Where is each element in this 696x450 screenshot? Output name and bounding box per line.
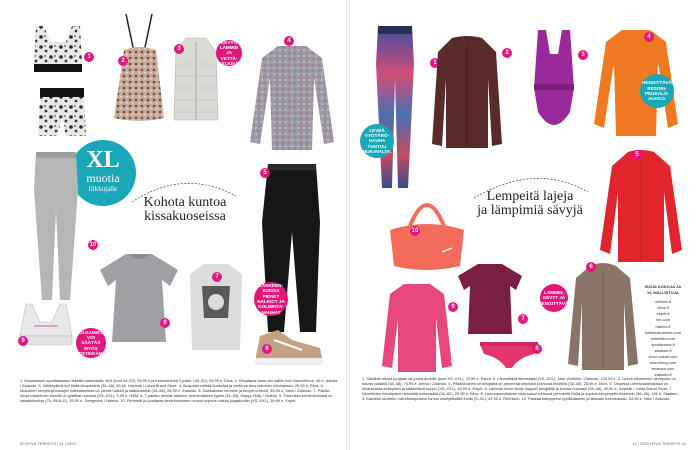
item-number-r2: 2 xyxy=(502,48,512,58)
retailers-heading-1: ISOJA KOKOJA JA xyxy=(644,284,682,289)
callout-bubble-shirt: HENGITTÄVÄ RESORI-PEUKALO-AUKKO. xyxy=(640,74,674,108)
item-number-r8: 8 xyxy=(532,344,542,354)
item-number-r3: 3 xyxy=(578,50,588,60)
item-number-7: 7 xyxy=(212,272,222,282)
retailer-item[interactable]: stormberg.com xyxy=(649,360,677,366)
item-number-9: 9 xyxy=(18,336,28,346)
item-number-r7: 7 xyxy=(518,314,528,324)
product-colorful-leggings xyxy=(372,24,418,190)
product-fleece-jacket xyxy=(430,34,504,150)
product-purple-swimsuit xyxy=(524,28,584,146)
product-grey-hoodie xyxy=(566,262,640,370)
item-number-r9: 9 xyxy=(448,302,458,312)
item-number-r6: 6 xyxy=(586,262,596,272)
product-red-raincoat xyxy=(598,150,684,264)
retailer-item[interactable]: sportamore.fi xyxy=(651,341,675,347)
xl-badge-big: XL xyxy=(86,147,120,173)
retailers-heading-2: XL MALLISTOJA xyxy=(647,290,679,296)
item-number-10: 10 xyxy=(89,242,97,248)
right-title-line1: Lempeitä lajeja xyxy=(486,189,574,204)
retailer-item[interactable]: luhtabrandstore.com xyxy=(644,329,682,335)
retailer-item[interactable]: celldes.fi xyxy=(655,299,671,305)
item-number-r4: 4 xyxy=(644,32,654,42)
item-number-8: 8 xyxy=(160,318,170,328)
product-grey-trousers xyxy=(30,150,82,310)
xl-badge-line1: muotia xyxy=(86,171,120,185)
item-number-4: 4 xyxy=(284,36,294,46)
retailer-item[interactable]: esprit.fi xyxy=(656,311,670,317)
callout-bubble-dress-shirt: LÄMMIN, KEVYT JA HENGITTÄVÄ. xyxy=(540,284,568,312)
item-number-5: 5 xyxy=(260,168,270,178)
product-patterned-top xyxy=(248,42,336,154)
item-number-r5: 5 xyxy=(632,150,642,160)
right-page-title xyxy=(462,190,598,218)
item-number-1: 1 xyxy=(84,52,94,62)
retailer-item[interactable]: store.casall.com xyxy=(648,354,678,360)
product-cat-print-set xyxy=(28,24,88,142)
retailer-item[interactable]: nelliettila.com xyxy=(650,335,676,341)
product-sports-bag xyxy=(386,190,468,272)
retailer-item[interactable]: hm.com xyxy=(655,317,671,323)
retailer-item[interactable]: tenanca.com xyxy=(651,366,675,372)
left-page-number: 60 HYVÄ TERVEYS | 11 | 2020 xyxy=(20,441,76,446)
retailer-item[interactable]: ellos.fi xyxy=(657,305,669,311)
item-number-3: 3 xyxy=(174,44,184,54)
product-burgundy-tee xyxy=(456,262,524,336)
left-page-title xyxy=(130,196,240,224)
page-gutter xyxy=(346,0,350,450)
retailer-item[interactable]: stadium.fi xyxy=(654,347,672,353)
retailer-item[interactable]: zalando.fi xyxy=(654,372,672,378)
product-grey-tshirt xyxy=(98,250,180,346)
product-glitter-bag xyxy=(110,14,168,124)
left-title-line2: kissakuoseissa xyxy=(144,209,226,224)
callout-bubble-vest: KEVYT, LÄMMIN JA VETTÄ-HYLKIVÄ. xyxy=(216,40,242,66)
item-number-2: 2 xyxy=(118,56,128,66)
product-pink-shirt xyxy=(380,282,454,372)
item-number-r1: 1 xyxy=(430,58,440,68)
item-number-6: 6 xyxy=(262,344,272,354)
product-pink-briefs xyxy=(478,340,540,370)
xl-badge-line2: liikkujalle xyxy=(88,185,118,193)
item-number-r10: 10 xyxy=(411,228,419,234)
callout-bubble-leggings: LEVEÄ VYÖTÄRÖ-NAUHA TUNTUU MUKAVALTA. xyxy=(360,124,394,158)
callout-bubble-trousers: LAHKEEN-SUISSA PIENET HALKIOT JA KOLMINTA-NAUHAT xyxy=(254,282,288,316)
left-page-caption: 1. Kissanaisen sporttialusasu tekstiili-materiaalia: liivit (koot 34–52), 25,95 e ja treenishortsit 2-paikk. (34–52), 29,95 e, Ellos. 2. Kimaltava kassi niin saliile kuin illanviettoon, 45 e, Adidas / Zalando. 3. Vettähylkivä liivi pitää lämpimänä (34–48), 59,90, Icepeak / Luhta Brand Store. 4. Aluspaita virittää kuntoilua ja sinää on aina tekninen kävelykaan, 25,95 e, Ellos. 5. Mukavien verryttelyhousujen kaitealammas on pienet halkiot ja säätönauhat (34–56), 25,95 e, Zalando. 6. Nahkatossu lemmiin ja kevyet urheilut, 89,95 e, Vans / Zalando. 7. Paidan kevyt naisellinen tekstiili on grafiikan kanssa (XS–XXL), 9,99 e, H&M. 8. T-paidan helmat rakenne treenimäiseen tyyliin (34–54), Happy Holly / Halens. 9. Tukevissa urheiluliiveissä on hakaskiinnitys (70–95/A–E), 39,90 e, Swegmark / Halens. 10. Pehmeät ja joustavat stretchinkoinen housut sopivat vaikka joogatuntiin (XS–XXL), 39,99 e, Esprit. xyxy=(20,378,338,403)
callout-bubble-sports-bra: OLKAIMET VOI SÄÄTÄÄ MYÖS RISTIKKÄIN. xyxy=(76,328,106,358)
retailers-list xyxy=(636,284,690,378)
right-page-number: 11 | 2020 HYVÄ TERVEYS 61 xyxy=(632,441,686,446)
left-title-line1: Kohota kuntoa xyxy=(143,195,227,210)
retailer-item[interactable]: halens.fi xyxy=(655,323,671,329)
right-title-line2: ja lämpimiä sävyjä xyxy=(477,203,583,218)
right-page-caption: 1. Sähäkät trikoot joogaan tai juoksulenkille (koot XS–XXL), 29,99 e, Esprit. 2. Lämmittävä fleecetakki (XS–XXL), Jack Wolfskin / Zalando, 129,95 e. 3. Leveä olkaiminen uimapuku on kaunis pääällä (38–48), 74,95 e, Arena / Zalando. 4. Pitkähihainen urheilupaita on pehmeää nepeasti kuivuvaa tekstiilia (38–48), 26,95 e, Ellos. 5. Ohuessa urheilusadetakissa on hihansuissa kiristykset ja säädettävä huppu (XS–XXL), 49,99 e, Esprit. 6. Lämmin neule kevyt huppari hengittää ja kuivaa nopeasti (36–48), 59,90 e, Icepeak / Luhta Brand Store. 7. Neonliivien trendipanen tekniistä materiaalia (34–60), 25,95 e, Ellos. 8. Luomupuuvillainen alushousut tuntuvat pehmeiltä iholla ja sopivat kevyempiin liikkeisiin (36–46), 190 e, Stadium. 9. Kauniisti kuviteltu mikrokuitupusero tuntuu miellyttävältä iholla (S–XL), 44,95 e, Röhnisch. 10. Pakkaa kamppeesi tyylikkääseen ja tilavaan treenikassiin, 54,95 e, Nike / Zalando. xyxy=(362,376,679,401)
